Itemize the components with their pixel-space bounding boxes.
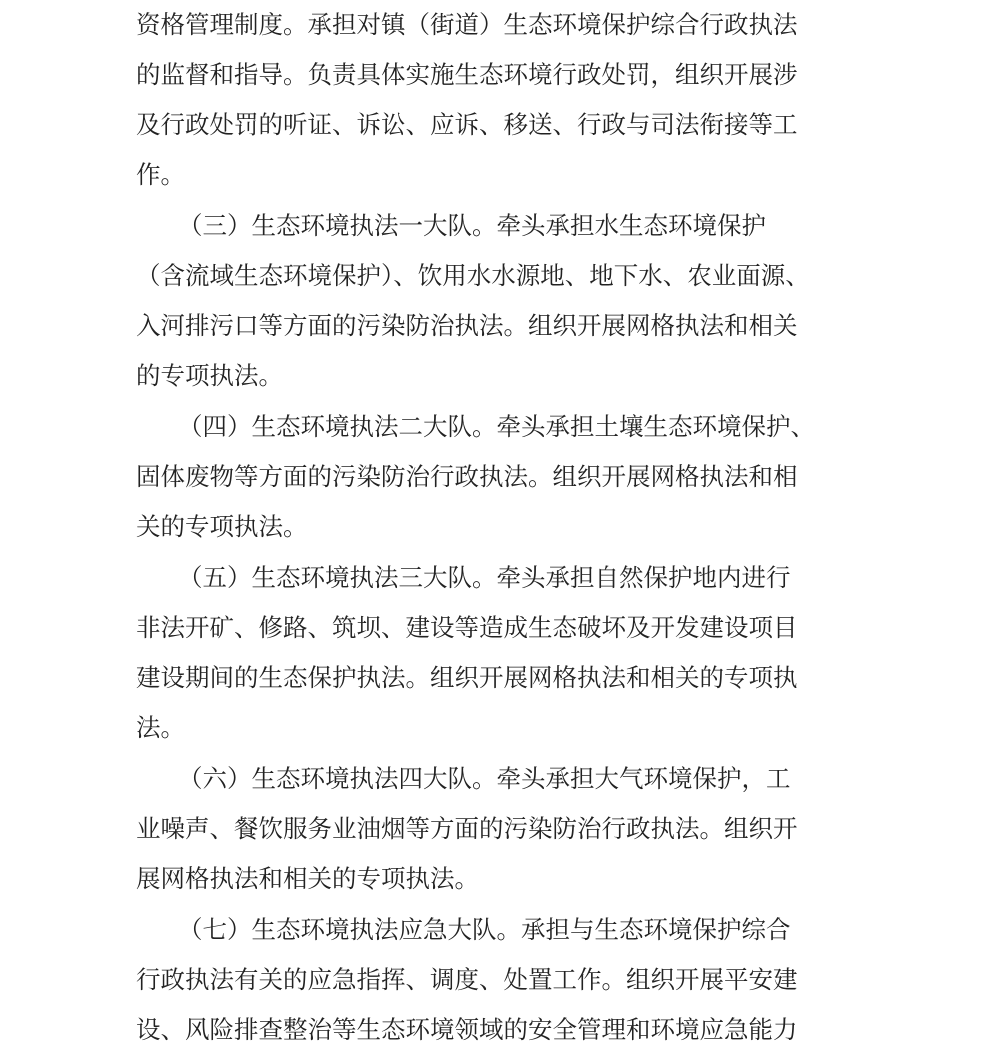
text-line: 资格管理制度。承担对镇（街道）生态环境保护综合行政执法 (136, 10, 798, 39)
text-line: 作。 (136, 160, 185, 189)
text-line: 行政执法有关的应急指挥、调度、处置工作。组织开展平安建 (136, 965, 798, 994)
text-line: 法。 (136, 713, 185, 742)
section-heading-line: （五）生态环境执法三大队。牵头承担自然保护地内进行 (178, 563, 791, 592)
text-line: 设、风险排查整治等生态环境领域的安全管理和环境应急能力 (136, 1015, 798, 1043)
text-line: 建设期间的生态保护执法。组织开展网格执法和相关的专项执 (136, 663, 798, 692)
text-line: 及行政处罚的听证、诉讼、应诉、移送、行政与司法衔接等工 (136, 110, 798, 139)
text-line: 的专项执法。 (136, 361, 283, 390)
section-heading-line: （四）生态环境执法二大队。牵头承担土壤生态环境保护、 (178, 412, 815, 441)
section-heading-line: （七）生态环境执法应急大队。承担与生态环境保护综合 (178, 915, 791, 944)
text-line: （含流域生态环境保护）、饮用水水源地、地下水、农业面源、 (136, 261, 810, 290)
section-heading-line: （六）生态环境执法四大队。牵头承担大气环境保护，工 (178, 764, 791, 793)
text-line: 业噪声、餐饮服务业油烟等方面的污染防治行政执法。组织开 (136, 814, 798, 843)
text-line: 关的专项执法。 (136, 512, 308, 541)
section-heading-line: （三）生态环境执法一大队。牵头承担水生态环境保护 (178, 211, 766, 240)
text-line: 入河排污口等方面的污染防治执法。组织开展网格执法和相关 (136, 311, 798, 340)
text-line: 展网格执法和相关的专项执法。 (136, 864, 479, 893)
text-line: 固体废物等方面的污染防治行政执法。组织开展网格执法和相 (136, 462, 798, 491)
text-line: 非法开矿、修路、筑坝、建设等造成生态破坏及开发建设项目 (136, 613, 798, 642)
text-line: 的监督和指导。负责具体实施生态环境行政处罚，组织开展涉 (136, 60, 798, 89)
document-page (136, 0, 896, 1043)
